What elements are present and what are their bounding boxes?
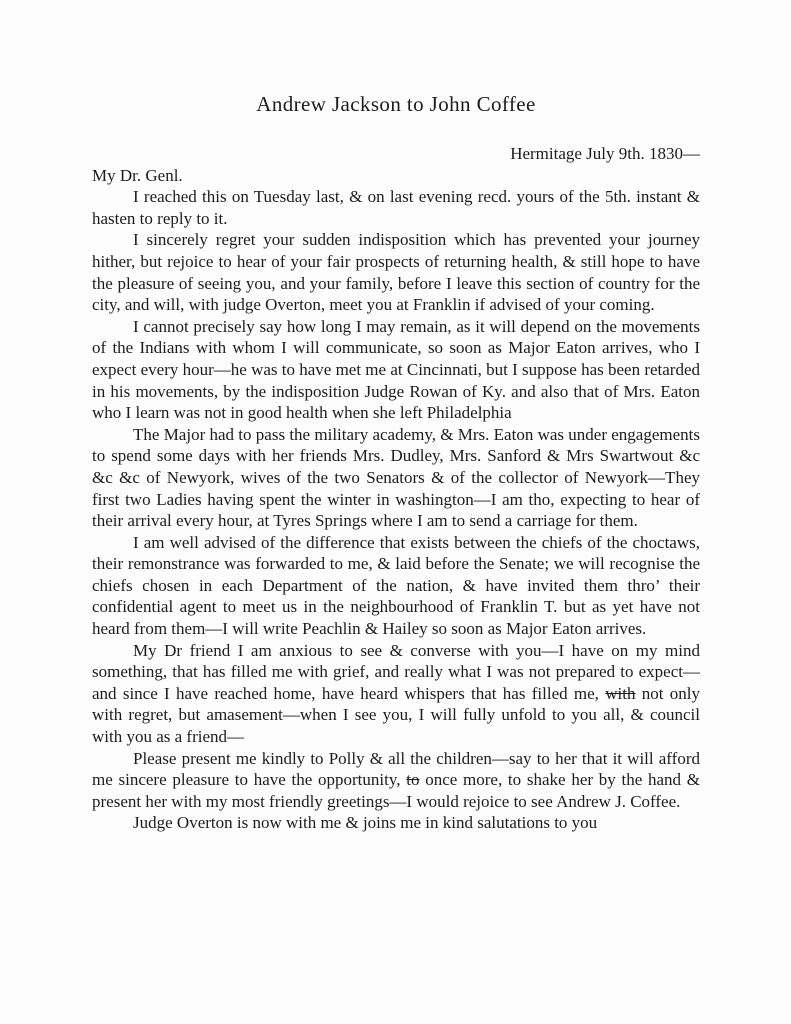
letter-dateline: Hermitage July 9th. 1830—	[510, 144, 700, 163]
letter-paragraph	[92, 316, 700, 424]
paragraph-text: Please present me kindly to Polly & all the children—say to her that it will afford me sincere pleasure to have the opportunity,	[92, 748, 700, 790]
letter-body	[92, 186, 700, 834]
letter-content	[92, 92, 700, 834]
paragraph-text: My Dr friend I am anxious to see & converse with you—I have on my mind something, that has filled me with grief, and really what I was not prepared to expect—and since I have reached home, have heard whispers that has filled me,	[92, 640, 700, 703]
strikethrough-text: to	[406, 770, 420, 790]
letter-paragraph	[92, 748, 700, 813]
letter-salutation: My Dr. Genl.	[92, 165, 183, 185]
paragraph-text: once more, to shake her by the hand & present her with my most friendly greetings—I would rejoice to see Andrew J. Coffee.	[92, 770, 700, 811]
letter-title: Andrew Jackson to John Coffee	[256, 92, 536, 116]
paragraph-text: Judge Overton is now with me & joins me in kind salutations to you	[133, 813, 598, 833]
letter-paragraph	[92, 186, 700, 229]
letter-paragraph	[92, 640, 700, 748]
letter-paragraph	[92, 229, 700, 315]
letter-paragraph	[92, 812, 700, 834]
paragraph-text: The Major had to pass the military academy, & Mrs. Eaton was under engagements to spend some days with her friends Mrs. Dudley, Mrs. Sanford & Mrs Swartwout &c &c &c of Newyork, wives of the two Senators & of the collector of Newyork—They first two Ladies having spent the winter in washington—I am tho, expecting to hear of their arrival every hour, at Tyres Springs where I am to send a carriage for them.	[92, 424, 700, 531]
paragraph-text: I reached this on Tuesday last, & on last evening recd. yours of the 5th. instant & hasten to reply to it.	[92, 187, 700, 228]
paragraph-text: not only with regret, but amasement—when I see you, I will fully unfold to you all, & council with you as a friend—	[92, 683, 701, 747]
paragraph-text: I am well advised of the difference that exists between the chiefs of the choctaws, their remonstrance was forwarded to me, & laid before the Senate; we will recognise the chiefs chosen in each Department of the nation, & have invited them thro’ their confidential agent to meet us in the neighbourhood of Franklin T. but as yet have not heard from them—I will write Peachlin & Hailey so soon as Major Eaton arrives.	[92, 532, 700, 639]
strikethrough-text: with	[605, 683, 636, 703]
paragraph-text: I cannot precisely say how long I may remain, as it will depend on the movements of the Indians with whom I will communicate, so soon as Major Eaton arrives, who I expect every hour—he was to have met me at Cincinnati, but I suppose has been retarded in his movements, by the indisposition Judge Rowan of Ky. and also that of Mrs. Eaton who I learn was not in good health when she left Philadelphia	[92, 316, 701, 423]
letter-paragraph	[92, 424, 700, 532]
letter-paragraph	[92, 532, 700, 640]
paragraph-text: I sincerely regret your sudden indisposition which has prevented your journey hither, but rejoice to hear of your fair prospects of returning health, & still hope to have the pleasure of seeing you, and your family, before I leave this section of country for the city, and will, with judge Overton, meet you at Franklin if advised of your coming.	[92, 230, 700, 315]
